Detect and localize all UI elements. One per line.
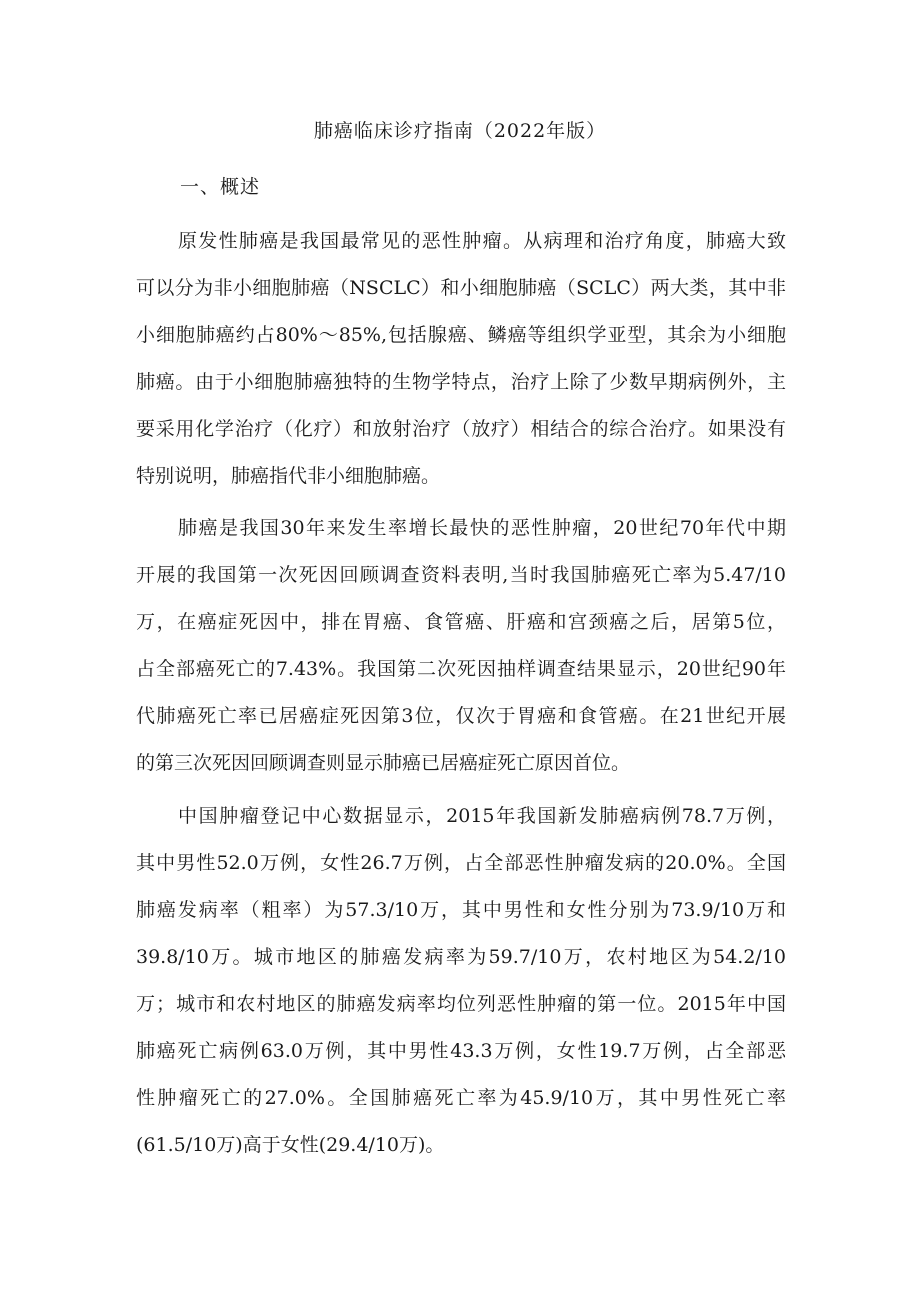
paragraph-line: 特别说明，肺癌指代非小细胞肺癌。 bbox=[136, 465, 441, 487]
paragraph-line: 开展的我国第一次死因回顾调查资料表明,当时我国肺癌死亡率为5.47/10 bbox=[136, 564, 786, 586]
paragraph-line: 可以分为非小细胞肺癌（NSCLC）和小细胞肺癌（SCLC）两大类，其中非 bbox=[136, 277, 786, 299]
paragraph-line: 的第三次死因回顾调查则显示肺癌已居癌症死亡原因首位。 bbox=[136, 752, 631, 774]
document-title: 肺癌临床诊疗指南（2022年版） bbox=[313, 120, 607, 142]
section-heading-overview: 一、概述 bbox=[180, 176, 261, 198]
paragraph-line: 肺癌死亡病例63.0万例，其中男性43.3万例，女性19.7万例，占全部恶 bbox=[136, 1040, 786, 1062]
paragraph-line: 万；城市和农村地区的肺癌发病率均位列恶性肿瘤的第一位。2015年中国 bbox=[136, 993, 786, 1015]
paragraph-line: (61.5/10万)高于女性(29.4/10万)。 bbox=[136, 1134, 445, 1156]
paragraph-line: 39.8/10万。城市地区的肺癌发病率为59.7/10万，农村地区为54.2/10 bbox=[136, 946, 786, 968]
paragraph-line: 肺癌是我国30年来发生率增长最快的恶性肿瘤，20世纪70年代中期 bbox=[178, 517, 786, 539]
paragraph-line: 中国肿瘤登记中心数据显示，2015年我国新发肺癌病例78.7万例， bbox=[178, 805, 786, 827]
paragraph-line: 占全部癌死亡的7.43%。我国第二次死因抽样调查结果显示，20世纪90年 bbox=[136, 658, 786, 680]
paragraph-line: 其中男性52.0万例，女性26.7万例，占全部恶性肿瘤发病的20.0%。全国 bbox=[136, 852, 786, 874]
paragraph-line: 要采用化学治疗（化疗）和放射治疗（放疗）相结合的综合治疗。如果没有 bbox=[136, 418, 786, 440]
paragraph-line: 肺癌发病率（粗率）为57.3/10万，其中男性和女性分别为73.9/10万和 bbox=[136, 899, 786, 921]
paragraph-line: 小细胞肺癌约占80%～85%,包括腺癌、鳞癌等组织学亚型，其余为小细胞 bbox=[136, 324, 786, 346]
paragraph-line: 万，在癌症死因中，排在胃癌、食管癌、肝癌和宫颈癌之后，居第5位， bbox=[136, 611, 786, 633]
paragraph-line: 性肿瘤死亡的27.0%。全国肺癌死亡率为45.9/10万，其中男性死亡率 bbox=[136, 1087, 786, 1109]
paragraph-line: 代肺癌死亡率已居癌症死因第3位，仅次于胃癌和食管癌。在21世纪开展 bbox=[136, 705, 786, 727]
paragraph-line: 肺癌。由于小细胞肺癌独特的生物学特点，治疗上除了少数早期病例外，主 bbox=[136, 371, 786, 393]
paragraph-line: 原发性肺癌是我国最常见的恶性肿瘤。从病理和治疗角度，肺癌大致 bbox=[178, 230, 786, 252]
